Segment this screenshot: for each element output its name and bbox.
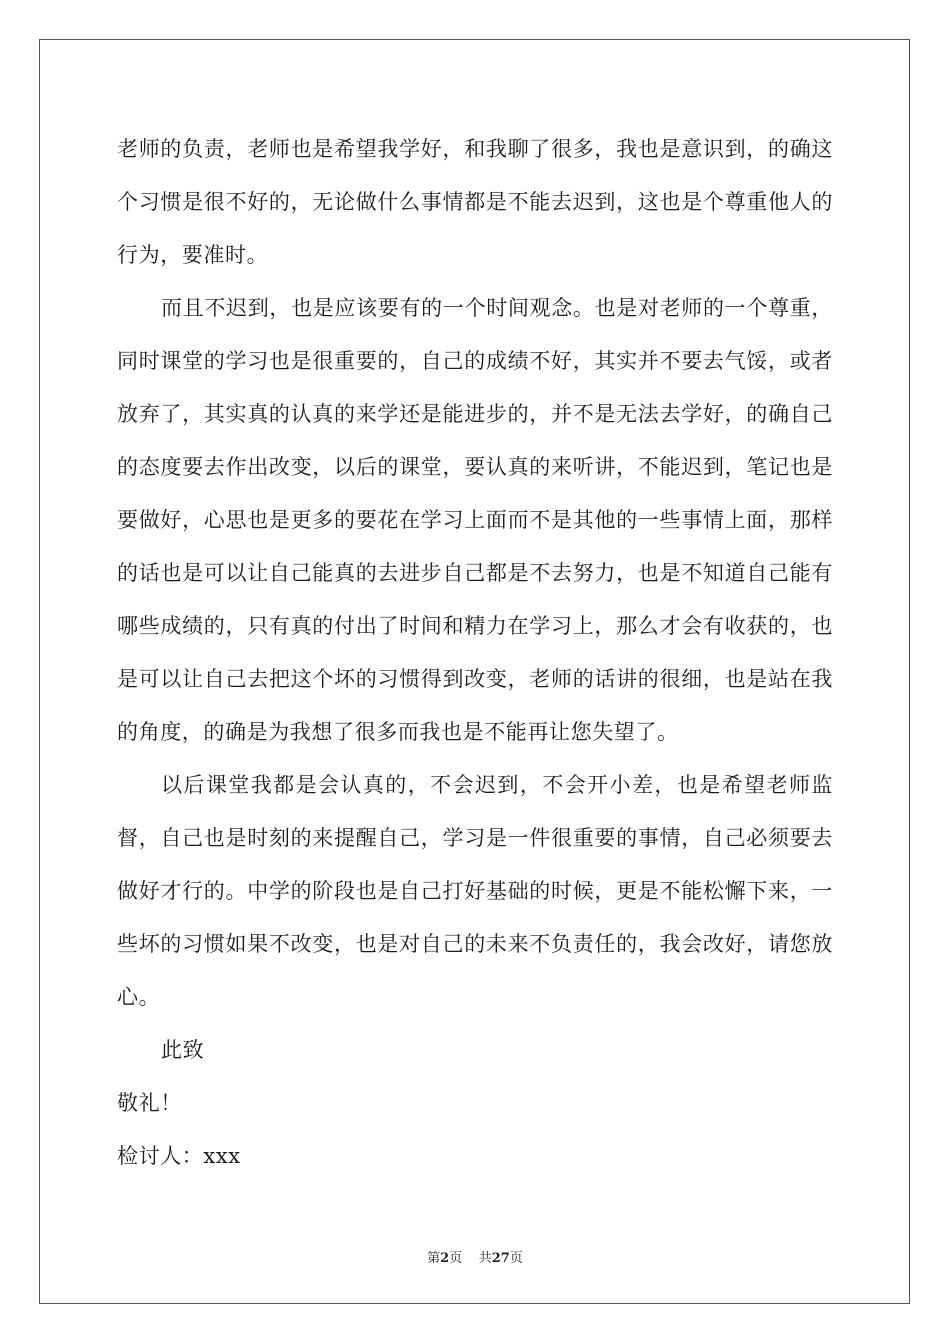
page-suffix: 页	[449, 1251, 463, 1266]
signature-name: xxx	[203, 1144, 241, 1168]
page-prefix: 第	[427, 1251, 441, 1266]
paragraph-3: 以后课堂我都是会认真的，不会迟到，不会开小差，也是希望老师监督，自己也是时刻的来提醒自己，学习是一件很重要的事情，自己必须要去做好才行的。中学的阶段也是自己打好基础的时候，更是不能松懈下来，一些坏的习惯如果不改变，也是对自己的未来不负责任的，我会改好，请您放心。	[117, 773, 833, 1009]
page-number: 2	[440, 1251, 450, 1266]
signature-label: 检讨人：	[117, 1144, 204, 1168]
signature-line	[117, 1130, 833, 1183]
total-prefix: 共	[478, 1251, 492, 1266]
document-body	[117, 123, 833, 1183]
total-suffix: 页	[509, 1251, 523, 1266]
closing-regards: 敬礼！	[117, 1091, 182, 1115]
paragraph-1: 老师的负责，老师也是希望我学好，和我聊了很多，我也是意识到，的确这个习惯是很不好的，无论做什么事情都是不能去迟到，这也是个尊重他人的行为，要准时。	[117, 137, 833, 267]
page-footer	[0, 1247, 950, 1266]
paragraph-2: 而且不迟到，也是应该要有的一个时间观念。也是对老师的一个尊重，同时课堂的学习也是很重要的，自己的成绩不好，其实并不要去气馁，或者放弃了，其实真的认真的来学还是能进步的，并不是无法去学好，的确自己的态度要去作出改变，以后的课堂，要认真的来听讲，不能迟到，笔记也是要做好，心思也是更多的要花在学习上面而不是其他的一些事情上面，那样的话也是可以让自己能真的去进步自己都是不去努力，也是不知道自己能有哪些成绩的，只有真的付出了时间和精力在学习上，那么才会有收获的，也是可以让自己去把这个坏的习惯得到改变，老师的话讲的很细，也是站在我的角度，的确是为我想了很多而我也是不能再让您失望了。	[117, 296, 833, 744]
closing-salutation: 此致	[161, 1038, 205, 1062]
total-pages: 27	[491, 1251, 510, 1266]
